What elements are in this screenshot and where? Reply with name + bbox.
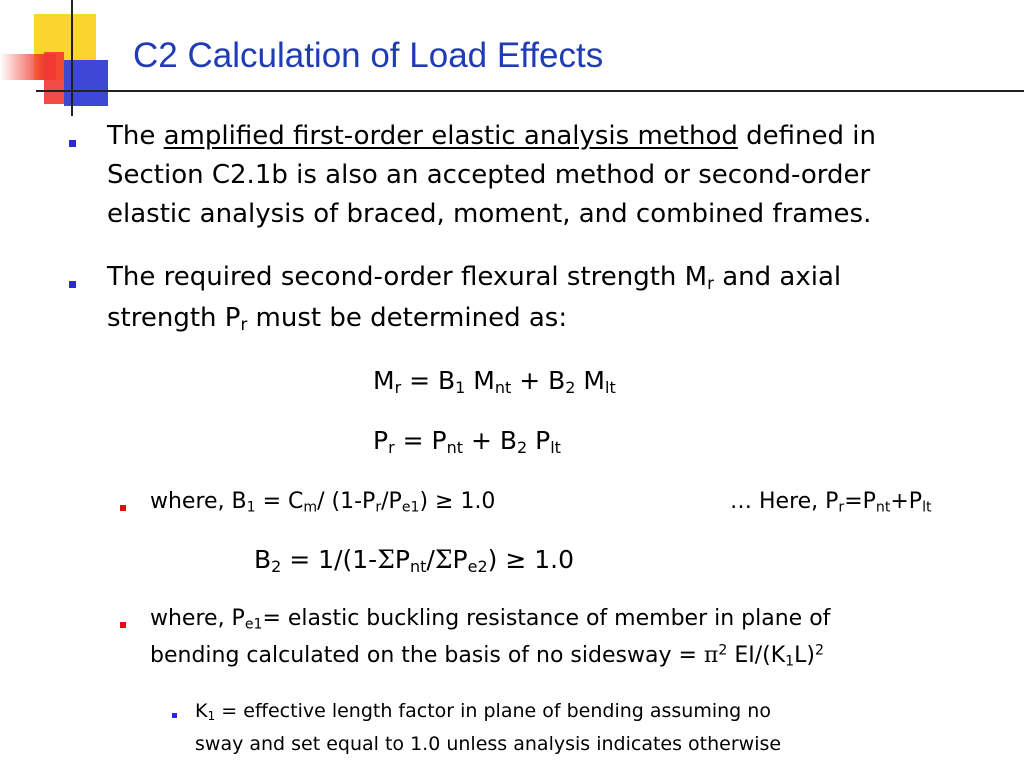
sub-bullet-pe1-line-2: bending calculated on the basis of no sidesway = $\pi^2$ $EI/(K_1L)^2$ xyxy=(150,642,824,670)
bullet-marker xyxy=(69,281,76,288)
bullet-1-line-3: elastic analysis of braced, moment, and combined frames. xyxy=(107,199,872,229)
deco-red-square xyxy=(44,52,64,104)
equation-axial: $P_r = P_{nt} + B_2$ $P_{lt}$ xyxy=(373,426,561,457)
sub-sub-bullet-k1-line-2: sway and set equal to 1.0 unless analysis indicates otherwise xyxy=(195,733,782,755)
slide-title: C2 Calculation of Load Effects xyxy=(133,36,604,75)
deco-vertical-line xyxy=(71,0,73,116)
deco-horizontal-line xyxy=(36,90,1024,92)
bullet-marker xyxy=(69,140,76,147)
sub-bullet-pe1-line-1: where, $P_{e1}=$ elastic buckling resistance of member in plane of xyxy=(150,606,831,633)
note-here: … Here, $P_r=P_{nt}+P_{lt}$ xyxy=(730,489,932,516)
bullet-2-line-1: The required second-order flexural strength $M_r$ and axial xyxy=(107,262,842,294)
sub-bullet-b1-definition: where, $B_1 = C_m/$ $(1-P_r/P_{e1}) \ge 1.0$ xyxy=(150,489,496,516)
sub-bullet-marker xyxy=(120,505,126,511)
equation-b2: $B_2 = 1/(1-\Sigma P_{nt}/\Sigma P_{e2}) \ge 1.0$ xyxy=(254,545,574,576)
bullet-2-line-2: strength $P_r$ must be determined as: xyxy=(107,303,568,335)
sub-sub-bullet-k1-line-1: $K_1$ = effective length factor in plane of bending assuming no xyxy=(195,700,771,724)
sub-sub-bullet-marker xyxy=(172,713,177,718)
pi-symbol: π xyxy=(703,643,719,668)
method-reference: amplified first-order elastic analysis method xyxy=(163,121,738,151)
equation-moment: $M_r = B_1$ $M_{nt} + B_2$ $M_{lt}$ xyxy=(373,366,616,397)
bullet-1-line-2: Section C2.1b is also an accepted method or second-order xyxy=(107,160,871,190)
bullet-1-line-1: The amplified first-order elastic analysis method defined in xyxy=(107,121,876,151)
sub-bullet-marker xyxy=(120,622,126,628)
